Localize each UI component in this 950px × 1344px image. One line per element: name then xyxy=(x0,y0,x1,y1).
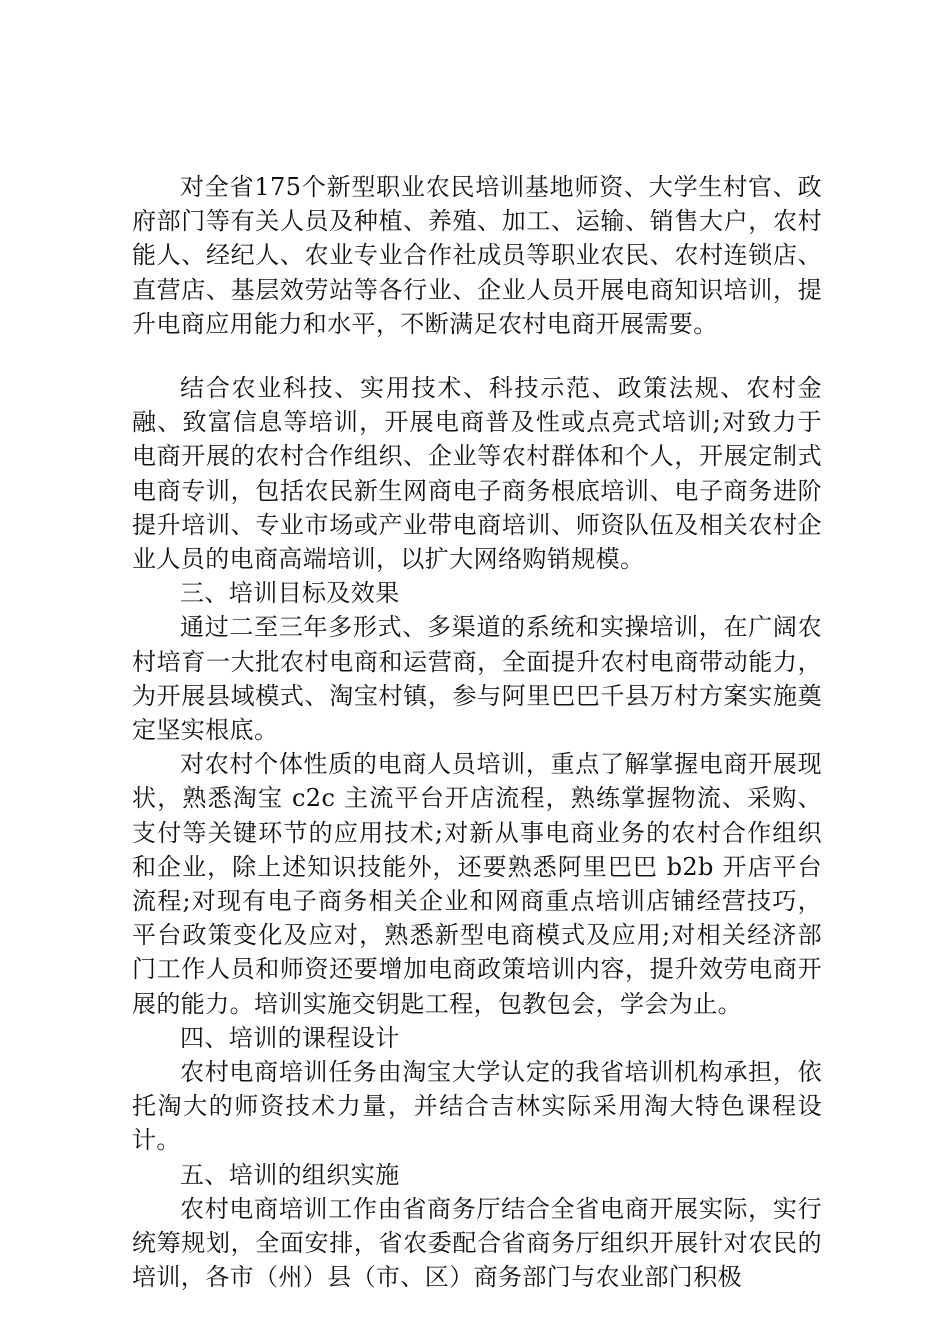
paragraph-goals: 通过二至三年多形式、多渠道的系统和实操培训，在广阔农村培育一大批农村电商和运营商，全面提升农村电商带动能力，为开展县域模式、淘宝村镇，参与阿里巴巴千县万村方案实施奠定坚实根底。 xyxy=(132,613,822,745)
paragraph-course-design: 农村电商培训任务由淘宝大学认定的我省培训机构承担，依托淘大的师资技术力量，并结合吉林实际采用淘大特色课程设计。 xyxy=(132,1058,822,1155)
heading-organization: 五、培训的组织实施 xyxy=(180,1160,400,1189)
paragraph-gap xyxy=(132,341,822,371)
paragraph-training-content: 结合农业科技、实用技术、科技示范、政策法规、农村金融、致富信息等培训，开展电商普及性或点亮式培训;对致力于电商开展的农村合作组织、企业等农村群体和个人，开展定制式电商专训，包括农民新生网商电子商务根底培训、电子商务进阶提升培训、专业市场或产业带电商培训、师资队伍及相关农村企业人员的电商高端培训，以扩大网络购销规模。 xyxy=(132,374,822,574)
paragraph-organization: 农村电商培训工作由省商务厅结合全省电商开展实际，实行统筹规划，全面安排，省农委配合省商务厅组织开展针对农民的培训，各市（州）县（市、区）商务部门与农业部门积极 xyxy=(132,1194,822,1292)
document-body xyxy=(132,170,822,1295)
heading-course-design: 四、培训的课程设计 xyxy=(180,1023,400,1052)
paragraph-training-requirements: 对农村个体性质的电商人员培训，重点了解掌握电商开展现状，熟悉淘宝 c2c 主流平台开店流程，熟练掌握物流、采购、支付等关键环节的应用技术;对新从事电商业务的农村合作组织和企业，除上述知识技能外，还要熟悉阿里巴巴 b2b 开店平台流程;对现有电子商务相关企业和网商重点培训店铺经营技巧，平台政策变化及应对，熟悉新型电商模式及应用;对相关经济部门工作人员和师资还要增加电商政策培训内容，提升效劳电商开展的能力。培训实施交钥匙工程，包教包会，学会为止。 xyxy=(132,750,822,1018)
paragraph-training-targets: 对全省175个新型职业农民培训基地师资、大学生村官、政府部门等有关人员及种植、养殖、加工、运输、销售大户，农村能人、经纪人、农业专业合作社成员等职业农民、农村连锁店、直营店、基层效劳站等各行业、企业人员开展电商知识培训，提升电商应用能力和水平，不断满足农村电商开展需要。 xyxy=(132,173,822,338)
heading-goals-effects: 三、培训目标及效果 xyxy=(180,579,400,608)
